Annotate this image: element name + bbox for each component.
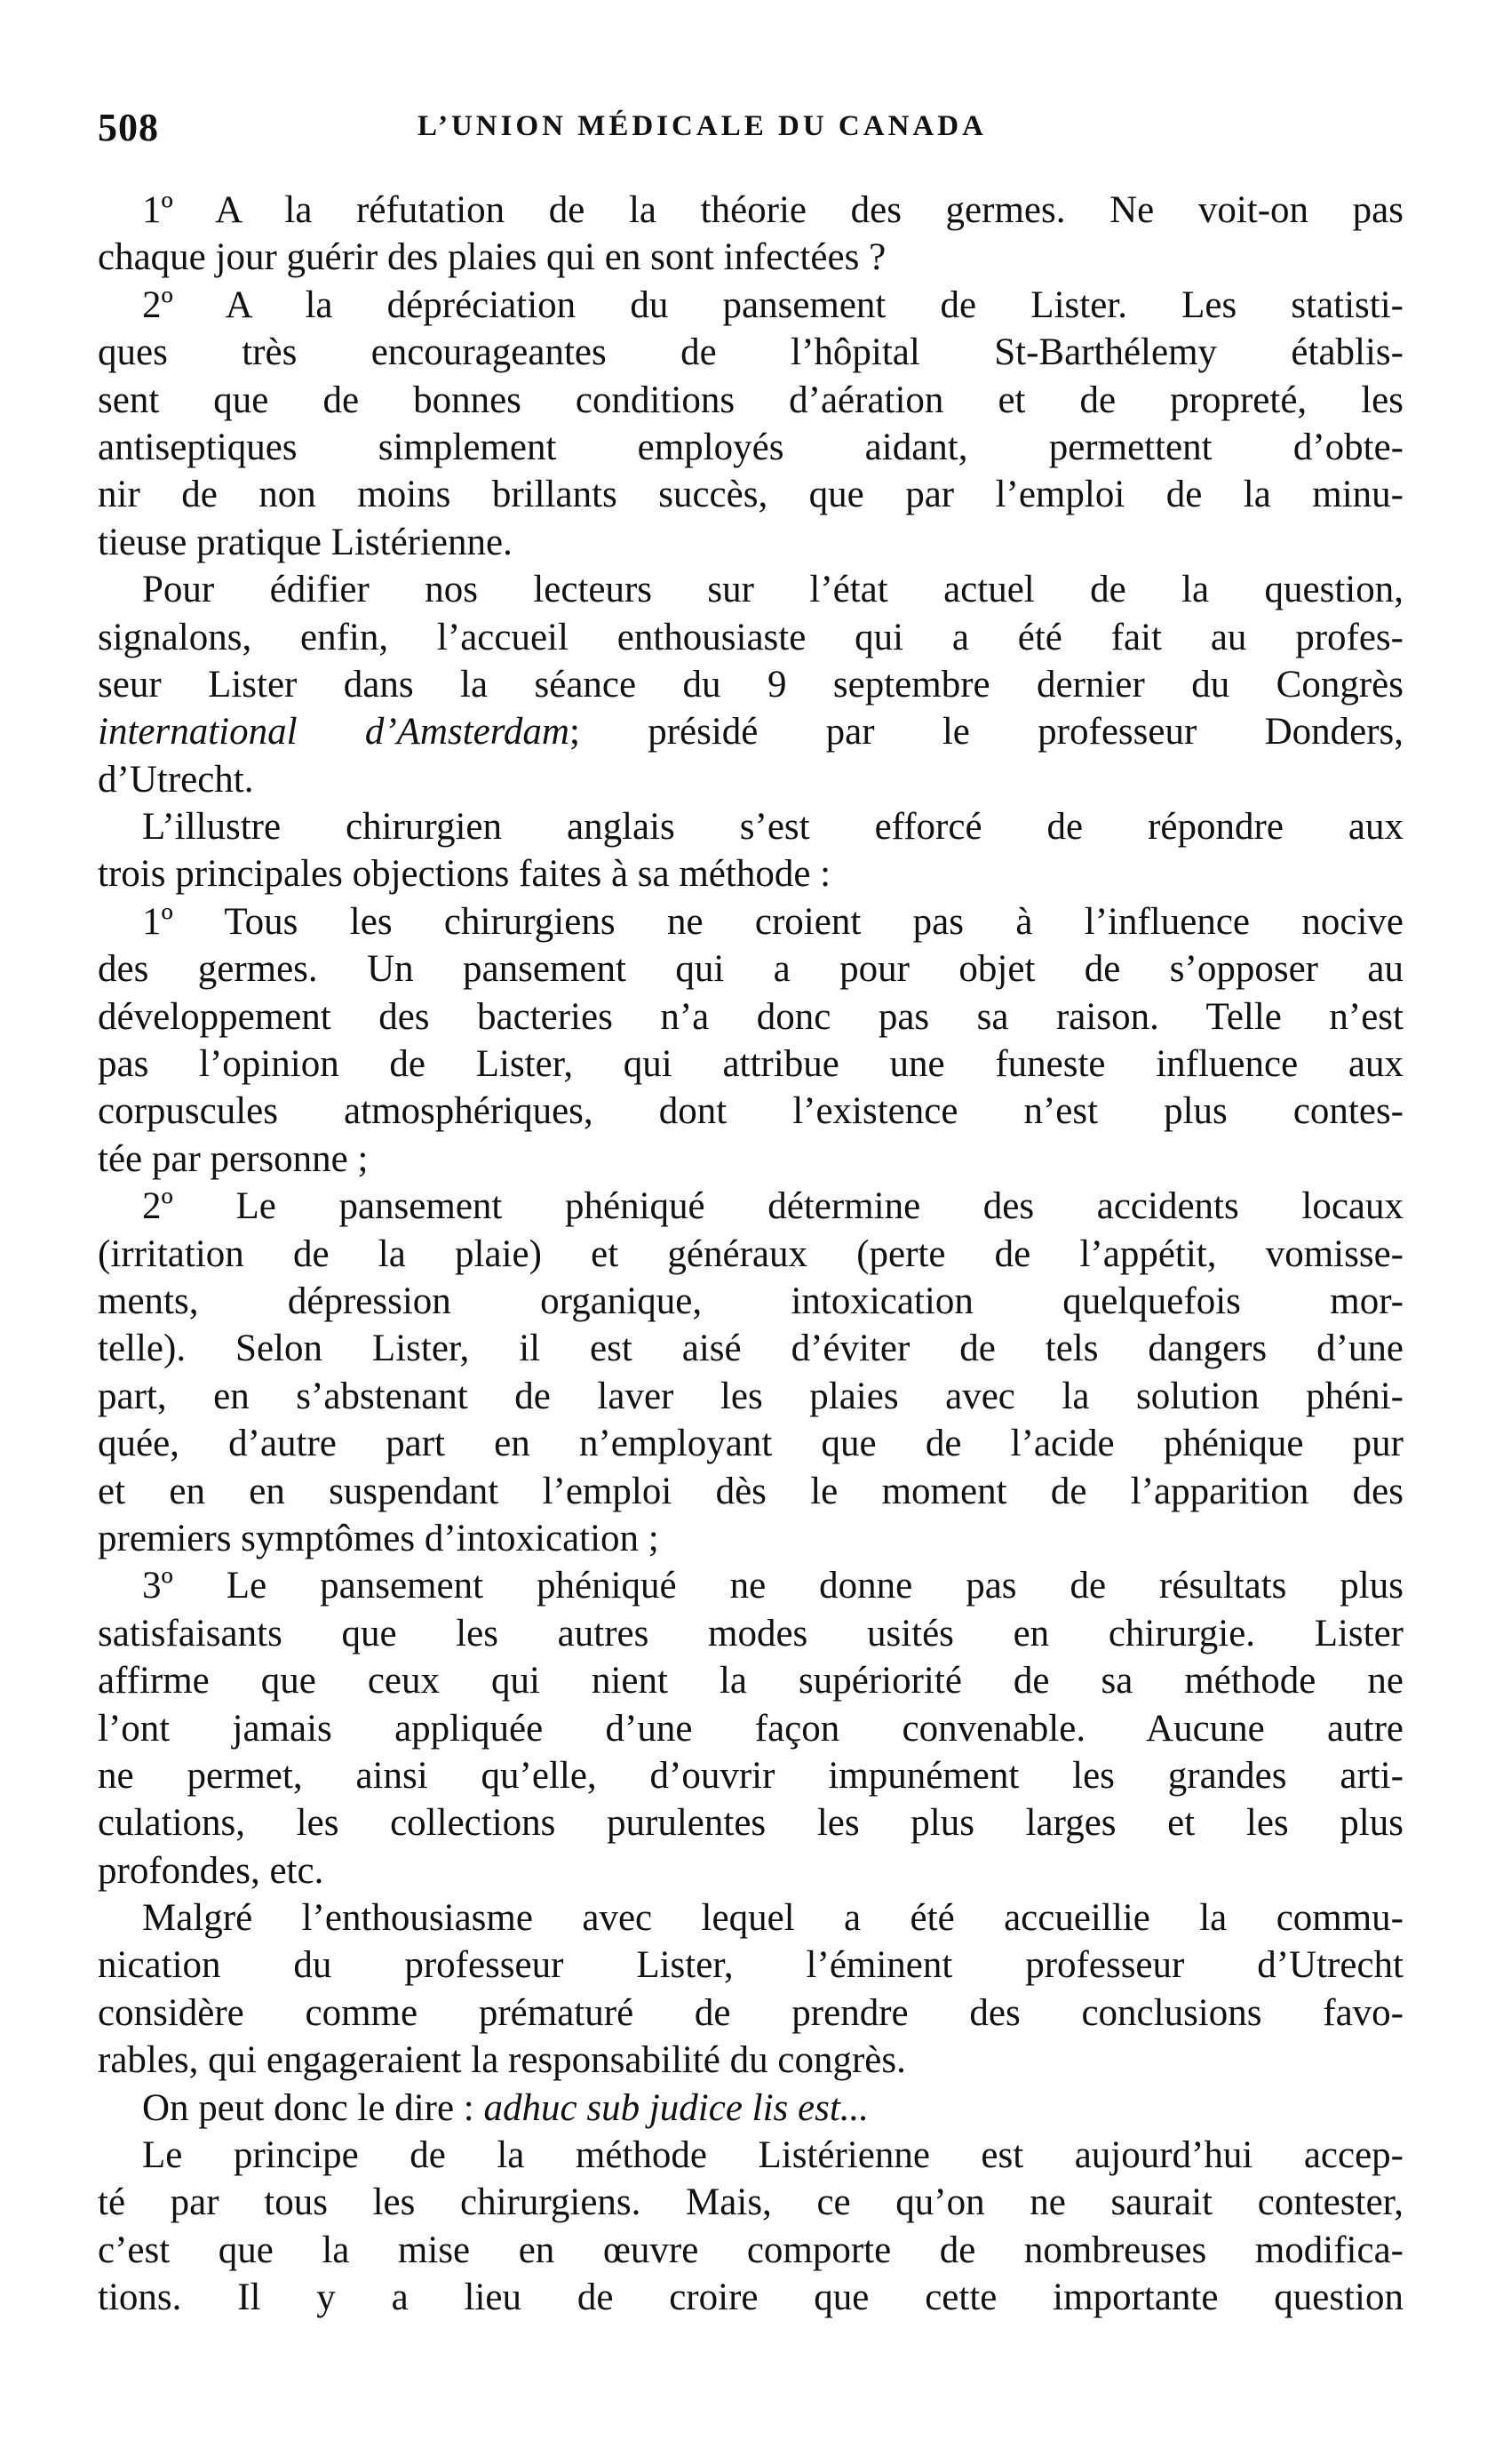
text-line: trois principales objections faites à sa méthode : [98,853,831,896]
text-line: seur Lister dans la séance du 9 septembre dernier du Congrès [98,663,1404,706]
text-line: rables, qui engageraient la responsabilité du congrès. [98,2039,906,2082]
text-line: antiseptiques simplement employés aidant, permettent d’obte- [98,426,1404,468]
text-line: l’ont jamais appliquée d’une façon convenable. Aucune autre [98,1707,1404,1750]
text-line: chaque jour guérir des plaies qui en sont infectées ? [98,236,887,279]
text-line: 2º A la dépréciation du pansement de Lister. Les statisti- [142,283,1404,326]
text-line: L’illustre chirurgien anglais s’est efforcé de répondre aux [142,806,1404,849]
running-title: L’UNION MÉDICALE DU CANADA [417,110,987,142]
text-line: culations, les collections purulentes les plus larges et les plus [98,1802,1404,1845]
text-line: Le principe de la méthode Listérienne est aujourd’hui accep- [142,2134,1404,2177]
text-line: corpuscules atmosphériques, dont l’existence n’est plus contes- [98,1090,1404,1133]
text-line: ques très encourageantes de l’hôpital St-Barthélemy établis- [98,331,1404,374]
text-line: et en en suspendant l’emploi dès le moment de l’apparition des [98,1470,1404,1512]
text-line: pas l’opinion de Lister, qui attribue une funeste influence aux [98,1043,1404,1086]
text-line: d’Utrecht. [98,758,254,801]
text-line: quée, d’autre part en n’employant que de l’acide phénique pur [98,1423,1404,1465]
text-line: nir de non moins brillants succès, que par l’emploi de la minu- [98,474,1404,516]
text-line: ne permet, ainsi qu’elle, d’ouvrir impunément les grandes arti- [98,1754,1404,1797]
text-line: premiers symptômes d’intoxication ; [98,1517,659,1559]
text-line: profondes, etc. [98,1849,324,1892]
text-line: telle). Selon Lister, il est aisé d’éviter de tels dangers d’une [98,1328,1404,1370]
text-line: tée par personne ; [98,1137,369,1180]
text-line: nication du professeur Lister, l’éminent professeur d’Utrecht [98,1944,1404,1987]
page-header [98,105,1404,158]
text-line: té par tous les chirurgiens. Mais, ce qu’on ne saurait contester, [98,2181,1404,2224]
text-line: tieuse pratique Listérienne. [98,521,513,563]
text-line: signalons, enfin, l’accueil enthousiaste qui a été fait au profes- [98,616,1404,658]
text-line: tions. Il y a lieu de croire que cette importante question [98,2277,1404,2319]
text-line: sent que de bonnes conditions d’aération et de propreté, les [98,379,1404,421]
italic-text: adhuc sub judice lis est... [483,2086,870,2129]
text-line: satisfaisants que les autres modes usités en chirurgie. Lister [98,1612,1404,1655]
text-line: ments, dépression organique, intoxication quelquefois mor- [98,1280,1404,1322]
text-line: (irritation de la plaie) et généraux (perte de l’appétit, vomisse- [98,1232,1404,1275]
text-line: part, en s’abstenant de laver les plaies avec la solution phéni- [98,1375,1404,1417]
text-line: 3º Le pansement phéniqué ne donne pas de résultats plus [142,1565,1404,1607]
text-line: Malgré l’enthousiasme avec lequel a été accueillie la commu- [142,1897,1404,1940]
text-line: affirme que ceux qui nient la supériorité de sa méthode ne [98,1660,1404,1702]
text-line: Pour édifier nos lecteurs sur l’état actuel de la question, [142,569,1404,611]
page-number: 508 [98,106,159,149]
text-line: développement des bacteries n’a donc pas sa raison. Telle n’est [98,995,1404,1038]
body-text [98,187,1404,2322]
text-line: des germes. Un pansement qui a pour objet de s’opposer au [98,948,1404,991]
text-line: 2º Le pansement phéniqué détermine des accidents locaux [142,1185,1404,1228]
text-line: On peut donc le dire : adhuc sub judice lis est... [142,2086,870,2129]
text-line: 1º Tous les chirurgiens ne croient pas à l’influence nocive [142,900,1404,943]
text-line: international d’Amsterdam; présidé par le professeur Donders, [98,711,1404,754]
italic-text: international d’Amsterdam [98,711,569,754]
text-line: c’est que la mise en œuvre comporte de nombreuses modifica- [98,2229,1404,2271]
text-line: considère comme prématuré de prendre des conclusions favo- [98,1991,1404,2034]
text-line: 1º A la réfutation de la théorie des germes. Ne voit-on pas [142,189,1404,231]
